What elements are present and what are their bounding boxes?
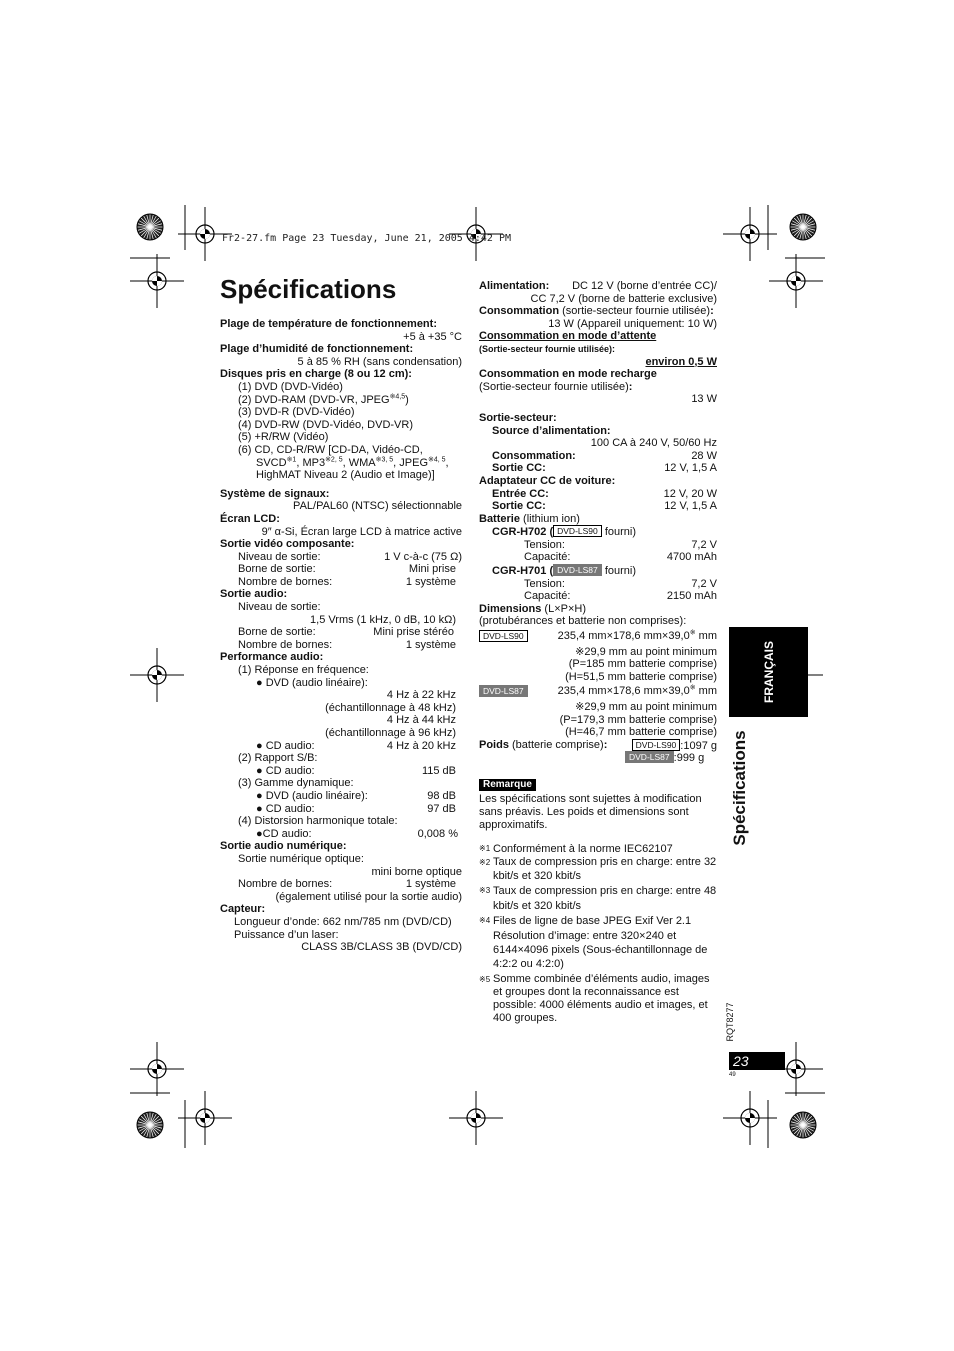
spec-note: (P=179,3 mm batterie comprise) xyxy=(559,713,717,726)
footnote-mark: ※3 xyxy=(479,886,491,896)
spec-value: 4 Hz à 20 kHz xyxy=(386,739,456,752)
model-tag: DVD-LS87 xyxy=(553,564,602,576)
spec-row xyxy=(220,639,462,652)
footnote-text: Résolution d’image: entre 320×240 et 6144×4096 pixels (Sous-échantillonnage de 4:2:2 ou 4:2:0) xyxy=(493,929,708,971)
spec-value: :1097 g xyxy=(680,739,717,752)
disc-item: (1) DVD (DVD-Vidéo) xyxy=(238,380,343,393)
disc-text: , WMA xyxy=(342,456,376,469)
remark-heading xyxy=(479,778,717,791)
spec-key: Borne de sortie: xyxy=(238,563,316,576)
spec-value: 1,5 Vrms (1 kHz, 0 dB, 10 kΩ) xyxy=(310,613,456,626)
model-code xyxy=(715,1000,745,1044)
spec-note: (H=51,5 mm batterie comprise) xyxy=(565,670,717,683)
temp-label: Plage de température de fonctionnement: xyxy=(220,318,437,330)
dimension-row xyxy=(479,685,717,699)
model-tag: DVD-LS87 xyxy=(479,685,528,697)
weight-row xyxy=(479,739,717,752)
spec-row xyxy=(479,539,717,552)
spec-key: Capacité: xyxy=(524,551,571,564)
spec-row xyxy=(479,551,717,564)
footnote xyxy=(479,914,717,972)
model-name: CGR-H702 ( xyxy=(492,526,554,539)
spec-key: Nombre de bornes: xyxy=(238,638,333,651)
spec-row xyxy=(479,450,717,463)
footnote-ref: ※4,5 xyxy=(389,392,406,400)
dyn-label: (3) Gamme dynamique: xyxy=(238,777,354,790)
disc-item xyxy=(220,394,462,407)
battery-model xyxy=(479,525,717,539)
spec-row xyxy=(479,280,717,293)
spec-note: ※29,9 mm au point minimum xyxy=(575,701,717,713)
spec-value: 1 système xyxy=(405,638,456,651)
footnote xyxy=(479,843,717,856)
spec-key: Poids xyxy=(479,738,509,751)
page-number: 23 xyxy=(729,1052,785,1070)
spec-value: 235,4 mm×178,6 mm×39,0 xyxy=(557,630,690,643)
spec-value: 2150 mAh xyxy=(666,590,717,603)
spec-key: ● CD audio: xyxy=(256,739,315,752)
spec-value: 13 W xyxy=(691,393,717,406)
spec-row xyxy=(220,828,462,841)
spec-note: (H=46,7 mm batterie comprise) xyxy=(565,726,717,739)
spec-value: CC 7,2 V (borne de batterie exclusive) xyxy=(530,292,717,305)
laser-value: CLASS 3B/CLASS 3B (DVD/CD) xyxy=(301,941,462,954)
spec-value: 4 Hz à 22 kHz xyxy=(386,689,456,702)
spec-key: Nombre de bornes: xyxy=(238,575,333,588)
spec-value: 4 Hz à 44 kHz xyxy=(386,714,456,727)
lcd-value: 9″ α-Si, Écran large LCD à matrice active xyxy=(261,525,462,538)
footnote-ref: ※4, 5 xyxy=(428,455,446,463)
wavelength: Longueur d’onde: 662 nm/785 nm (DVD/CD) xyxy=(234,915,452,928)
side-section-text: Spécifications xyxy=(730,730,749,846)
spec-key-note: (batterie comprise) xyxy=(512,738,604,751)
spec-value: 12 V, 20 W xyxy=(663,487,717,500)
standby-label: Consommation en mode d’attente xyxy=(479,330,657,343)
model-tag: DVD-LS90 xyxy=(479,630,528,642)
spec-key-colon: : xyxy=(603,738,608,751)
spec-key: Niveau de sortie: xyxy=(238,601,321,614)
spec-unit: mm xyxy=(695,630,717,643)
spec-row xyxy=(479,488,717,501)
humidity-label: Plage d’humidité de fonctionnement: xyxy=(220,343,414,356)
humidity-value: 5 à 85 % RH (sans condensation) xyxy=(297,355,462,368)
spec-value: 98 dB xyxy=(427,789,456,802)
footnote xyxy=(479,973,717,1025)
model-tag: DVD-LS87 xyxy=(625,751,674,763)
weight-row-2 xyxy=(479,751,717,764)
spec-key: Batterie xyxy=(479,512,520,525)
spec-value: :999 g xyxy=(673,752,705,765)
spec-row xyxy=(220,551,462,564)
car-label: Adaptateur CC de voiture: xyxy=(479,474,616,487)
battery-model xyxy=(479,564,717,578)
disc-text: , MP3 xyxy=(296,456,326,469)
left-column xyxy=(220,318,462,954)
footnote xyxy=(479,856,717,883)
spec-value: 4700 mAh xyxy=(666,551,717,564)
footnote-mark: ※5 xyxy=(479,974,491,984)
spec-note: (échantillonnage à 96 kHz) xyxy=(325,727,456,739)
file-header: Fr2-27.fm Page 23 Tuesday, June 21, 2005 4:42 PM xyxy=(222,233,511,244)
disc-item: (5) +R/RW (Vidéo) xyxy=(238,431,329,444)
spec-value: 12 V, 1,5 A xyxy=(664,500,717,513)
spec-value: Mini prise xyxy=(408,563,456,576)
right-column xyxy=(479,280,717,1026)
spec-key: ● DVD (audio linéaire): xyxy=(256,789,368,802)
remark-text: Les spécifications sont sujettes à modification sans préavis. Les poids et dimensions sont approximatifs. xyxy=(479,792,702,832)
spec-row xyxy=(220,790,462,803)
spec-key-note: (sortie-secteur fournie utilisée) xyxy=(562,305,711,318)
footnote-text: Conformément à la norme IEC62107 xyxy=(493,842,673,855)
spec-key-note: (Sortie-secteur fournie utilisée) xyxy=(479,380,629,393)
spec-note: (également utilisé pour la sortie audio) xyxy=(275,890,462,903)
model-code-text: RQT8277 xyxy=(725,1002,735,1042)
spec-value: 1 système xyxy=(405,575,456,588)
footnote-text: Taux de compression pris en charge: entre 32 kbit/s et 320 kbit/s xyxy=(493,856,717,882)
spec-row xyxy=(479,381,717,394)
spec-key-note: (lithium ion) xyxy=(523,512,580,525)
footnote xyxy=(479,884,717,913)
bullet-dvd: ● DVD (audio linéaire): xyxy=(256,676,368,689)
battery-label xyxy=(479,513,717,526)
standby-value: environ 0,5 W xyxy=(645,355,717,368)
spec-value: 0,008 % xyxy=(417,827,458,840)
spec-value: mini borne optique xyxy=(371,865,462,878)
pickup-label: Capteur: xyxy=(220,903,266,916)
spec-key-colon: : xyxy=(710,305,714,318)
spec-key: ● CD audio: xyxy=(256,764,315,777)
spec-key: Consommation xyxy=(479,305,560,318)
dimension-row xyxy=(479,630,717,644)
spec-key: ● CD audio: xyxy=(256,802,315,815)
spec-note: (P=185 mm batterie comprise) xyxy=(568,658,717,671)
spec-value: 100 CA à 240 V, 50/60 Hz xyxy=(590,437,717,450)
spec-row xyxy=(479,305,717,318)
footnote-ref: ※3, 5 xyxy=(375,455,394,463)
spec-key: Alimentation: xyxy=(479,280,550,292)
spec-row xyxy=(479,590,717,603)
disc-item-formats xyxy=(220,457,462,470)
spec-key: Nombre de bornes: xyxy=(238,878,333,891)
spec-value: Mini prise stéréo xyxy=(373,626,454,639)
spec-key: Borne de sortie: xyxy=(238,626,316,639)
charge-label: Consommation en mode recharge xyxy=(479,368,657,381)
spec-row xyxy=(220,765,462,778)
signal-value: PAL/PAL60 (NTSC) sélectionnable xyxy=(293,500,462,513)
disc-item: (3) DVD-R (DVD-Vidéo) xyxy=(238,406,355,419)
spec-value: 115 dB xyxy=(421,764,456,777)
spec-row xyxy=(479,578,717,591)
footnote-mark: ※4 xyxy=(479,916,491,926)
freq-label: (1) Réponse en fréquence: xyxy=(238,664,369,677)
model-name: CGR-H701 ( xyxy=(492,565,554,578)
spec-value: 7,2 V xyxy=(691,577,717,590)
spec-key-colon: : xyxy=(628,380,633,393)
spec-key: Capacité: xyxy=(524,590,571,603)
spec-key-note: (L×P×H) xyxy=(544,602,586,615)
spec-key: Tension: xyxy=(524,538,565,551)
footnote-text: Files de ligne de base JPEG Exif Ver 2.1 xyxy=(493,915,692,928)
spec-key: Sortie CC: xyxy=(492,500,546,513)
standby-sub: (Sortie-secteur fournie utilisée): xyxy=(479,343,616,354)
model-tag: DVD-LS90 xyxy=(553,525,602,537)
spec-row xyxy=(220,626,462,639)
disc-text: , xyxy=(445,456,449,469)
disc-text: SVCD xyxy=(256,456,287,469)
spec-row xyxy=(479,462,717,475)
dimensions-note: (protubérances et batterie non comprises): xyxy=(479,615,687,628)
side-section-title xyxy=(705,718,775,858)
spec-value: 1 système xyxy=(405,878,456,891)
thd-label: (4) Distorsion harmonique totale: xyxy=(238,815,398,828)
page-title: Spécifications xyxy=(220,274,397,304)
footnote-ref: ※ xyxy=(689,684,696,692)
spec-value: 13 W (Appareil uniquement: 10 W) xyxy=(548,317,717,330)
remark-label: Remarque xyxy=(479,779,536,791)
sheet-number: 49 xyxy=(729,1072,736,1078)
spec-value: 97 dB xyxy=(427,802,456,815)
spec-row xyxy=(220,576,462,589)
footnote-text: Somme combinée d’éléments audio, images et groupes dont la reconnaissance est possible: 4000 éléments audio et images, et 400 groupes. xyxy=(493,972,710,1024)
temp-value: +5 à +35 °C xyxy=(403,330,462,343)
spec-row xyxy=(220,563,462,576)
spec-value: DC 12 V (borne d’entrée CC)/ xyxy=(572,280,717,292)
video-out-label: Sortie vidéo composante: xyxy=(220,538,355,551)
spec-key: Consommation: xyxy=(492,449,576,462)
audio-out-label: Sortie audio: xyxy=(220,588,288,601)
footnote-ref: ※2, 5 xyxy=(325,455,343,463)
spec-row xyxy=(479,500,717,513)
footnote-mark: ※2 xyxy=(479,858,491,868)
spec-unit: mm xyxy=(695,685,717,698)
spec-key: Sortie CC: xyxy=(492,462,546,475)
spec-value: 7,2 V xyxy=(691,538,717,551)
disc-item: (6) CD, CD-R/RW [CD-DA, Vidéo-CD, xyxy=(238,443,423,456)
spec-key: ●CD audio: xyxy=(256,827,312,840)
footnote-text: Taux de compression pris en charge: entre 48 kbit/s et 320 kbit/s xyxy=(493,885,717,912)
model-note: fourni) xyxy=(601,565,637,578)
language-tab-label: FRANÇAIS xyxy=(761,641,776,703)
dimensions-label xyxy=(479,603,717,616)
language-tab xyxy=(729,627,808,717)
spec-note: ※29,9 mm au point minimum xyxy=(575,645,717,658)
spec-value: 1 V c-à-c (75 Ω) xyxy=(384,550,462,563)
spec-key: Tension: xyxy=(524,577,565,590)
spec-key: Dimensions xyxy=(479,602,542,615)
spec-row xyxy=(220,803,462,816)
discs-label: Disques pris en charge (8 ou 12 cm): xyxy=(220,368,412,381)
disc-item: HighMAT Niveau 2 (Audio et Image)] xyxy=(256,469,435,482)
spec-key: Niveau de sortie: xyxy=(238,550,321,563)
spec-note: (échantillonnage à 48 kHz) xyxy=(325,701,456,714)
spec-row xyxy=(220,878,462,891)
signal-label: Système de signaux: xyxy=(220,487,330,500)
spec-value: 235,4 mm×178,6 mm×39,0 xyxy=(557,685,690,698)
perf-label: Performance audio: xyxy=(220,651,324,664)
model-note: fourni) xyxy=(601,526,637,539)
lcd-label: Écran LCD: xyxy=(220,512,280,525)
disc-text: , JPEG xyxy=(393,456,428,469)
digital-label: Sortie audio numérique: xyxy=(220,840,347,853)
model-tag: DVD-LS90 xyxy=(632,739,681,751)
spec-value: 12 V, 1,5 A xyxy=(664,462,717,475)
disc-text: (2) DVD-RAM (DVD-VR, JPEG xyxy=(238,393,390,406)
ac-label: Sortie-secteur: xyxy=(479,411,557,424)
ac-src-label: Source d’alimentation: xyxy=(492,424,611,437)
snr-label: (2) Rapport S/B: xyxy=(238,752,318,765)
spec-row xyxy=(220,740,462,753)
laser-label: Puissance d’un laser: xyxy=(234,928,339,941)
footnote-ref: ※ xyxy=(689,629,696,637)
spec-value: 28 W xyxy=(691,449,717,462)
footnote-mark: ※1 xyxy=(479,843,491,853)
footnote-ref: ※1 xyxy=(286,455,297,463)
spec-key: Entrée CC: xyxy=(492,487,549,500)
disc-text: ) xyxy=(405,393,409,406)
spec-key: Sortie numérique optique: xyxy=(238,852,364,865)
disc-item: (4) DVD-RW (DVD-Vidéo, DVD-VR) xyxy=(238,418,414,431)
